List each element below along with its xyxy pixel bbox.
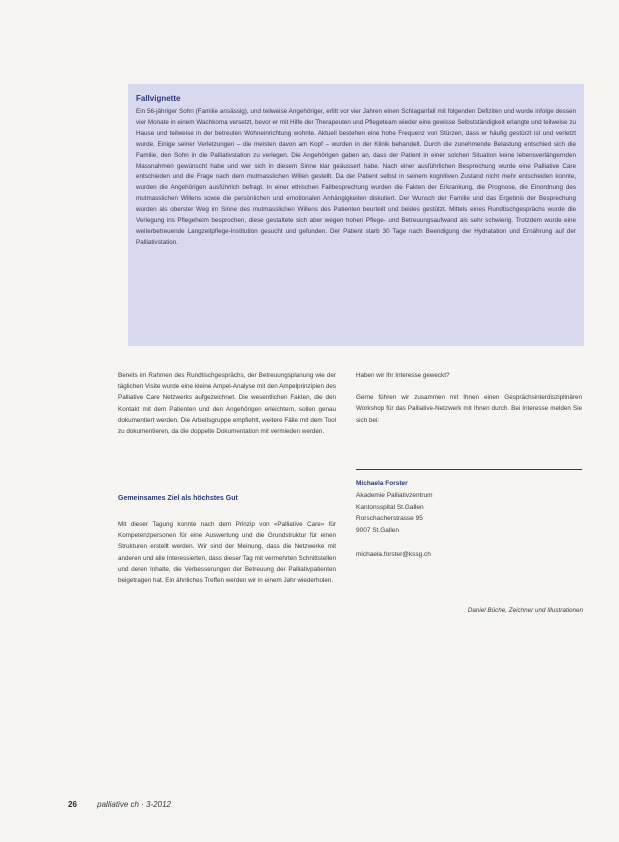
divider-line [356,469,582,470]
contact-line-3: Rorschacherstrasse 95 [356,515,423,523]
contact-block [356,478,582,561]
page-footer [68,800,171,809]
magazine-name: palliative ch · 3-2012 [97,800,171,809]
contact-name: Michaela Forster [356,480,408,487]
page-number: 26 [68,800,77,809]
left-column-paragraph-1: Bereits im Rahmen des Rundtischgesprächs, der Betreuungsplanung wie der täglichen Visite wurde eine kleine Ampel-Analyse mit den Ampelprinzipien des Palliative Care Netzwerks aufgezeichnet. Die wesentlichen Fakten, die den Kontakt mit dem Patienten und den Angehörigen erleichtern, sollen genau dokumentiert werden. Die Arbeitsgruppe empfiehlt, weitere Fälle mit dem Tool zu dokumentieren, da die doppelte Dokumentation mit vermieden werden. [118,372,336,436]
left-column-paragraph-2: Mit dieser Tagung konnte nach dem Prinzip von «Palliative Care» für Kompetenzpersonen für eine Auswertung und die Grundstruktur für einen Strukturen erstellt werden. Wir sind der Meinung, dass die Netzwerke mit anderen und alle Interessierten, dass dieser Tag mit vermehrten Schnittstellen und deren Inhalte, die Verbesserungen der Betreuung der Palliativpatienten beigetragen hat. Ein ähnliches Treffen werden wir in einem Jahr wiederholen. [118,521,336,585]
contact-line-4: 9007 St.Gallen [356,527,400,535]
right-column-text [356,370,582,426]
case-vignette-box [128,84,584,346]
contact-line-2: Kantonsspital St.Gallen [356,503,424,511]
contact-email[interactable]: michaela.forster@kssg.ch [356,550,431,558]
right-column-question: Haben wir Ihr Interesse geweckt? [356,372,450,379]
section-heading: Gemeinsames Ziel als höchstes Gut [118,495,238,502]
right-column-paragraph: Gerne führen wir zusammen mit Ihnen einen Gesprächsinterdisziplinären Workshop für das Palliative-Netzwerk mit Ihnen durch. Bei Interesse melden Sie sich bei: [356,394,582,424]
vignette-title: Fallvignette [136,94,181,103]
contact-line-1: Akademie Palliativzentrum [356,491,433,499]
vignette-body: Ein 56-jähriger Sohn (Familie ansässig), und teilweise Angehöriger, erlitt vor vier Jahren einen Schlaganfall mit folgenden Defiziten und wurde infolge dessen vier Monate in einem Wachkoma versetzt, bevor er mit Hilfe der Therapeuten und Pflegeteam wieder eine gewisse Selbstständigkeit erlangte und teilweise zu Hause und teilweise in der betreuten Wohneinrichtung wohnte. Aktuell bestehen eine hohe Frequenz von Stürzen, dass er häufig gestürzt ist und verletzt wurde. Einige seiner Verletzungen – die meisten davon am Kopf – wurden in der Klinik behandelt. Durch die zunehmende Belastung entschied sich die Familie, den Sohn in die Palliativstation zu verlegen. Die Angehörigen gaben an, dass der Patient in einer solchen Situation keine lebensverlängernden Massnahmen gewünscht habe und wer sich in diesem Sinne klar geäussert habe. Nach einer ausführlichen Besprechung wurde eine Palliative Care entschieden und die Frage nach dem mutmasslichen Willen gestellt. Da der Patient selbst in seinem kognitiven Zustand nicht mehr entscheiden konnte, wurden die Angehörigen ausführlich befragt. In einer ethischen Fallbesprechung wurden die Fakten der Erkrankung, die Prognose, die Einordnung des mutmasslichen Willens sowie die persönlichen und emotionalen Anhängigkeiten diskutiert. Der Wunsch der Familie und das Ergebnis der Besprechung wurden als oberster Weg im Sinne des mutmasslichen Willens des Patienten beurteilt und beides gestützt. Mittels eines Rundtischgesprächs wurde die Verlegung ins Pflegeheim besprochen, diese gestaltete sich aber wegen hohen Pflege- und Betreuungsaufwand als sehr schwierig. Trotzdem wurde eine weiterbetreuende Langzeitpflege-Institution gesucht und gefunden. Der Patient starb 30 Tage nach Beendigung der Hydratation und Ernährung auf der Palliativstation. [136,108,576,246]
author-caption: Daniel Büche, Zeichner und Illustrationen [467,607,583,614]
